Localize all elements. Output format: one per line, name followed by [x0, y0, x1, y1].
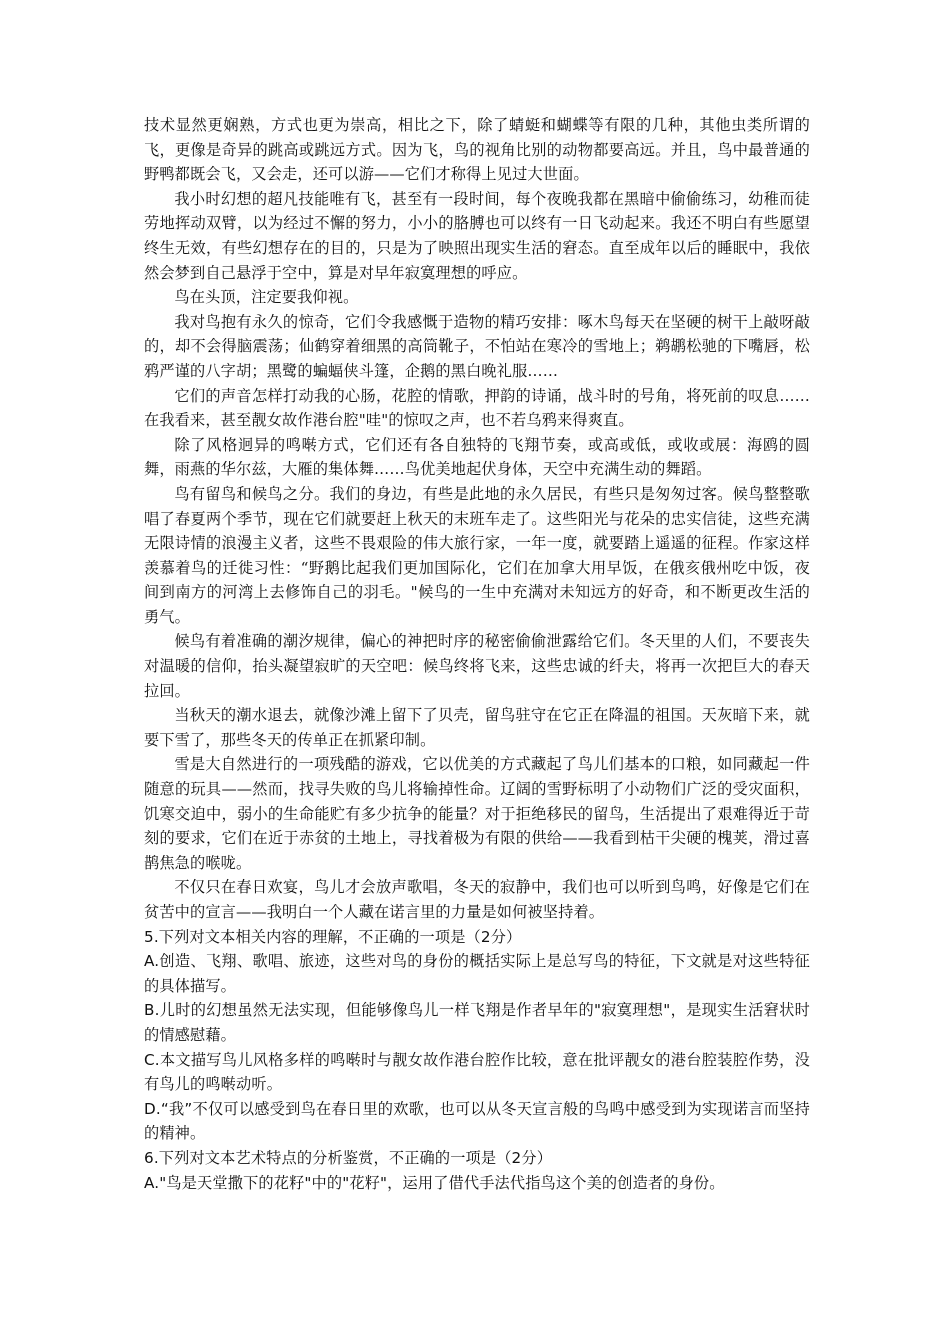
passage-paragraph: 它们的声音怎样打动我的心肠，花腔的情歌，押韵的诗诵，战斗时的号角，将死前的叹息……在我看来，甚至靓女故作港台腔"哇"的惊叹之声，也不若乌鸦来得爽直。: [144, 386, 810, 430]
document-page: [144, 113, 810, 1195]
answer-option: A."鸟是天堂撒下的花籽"中的"花籽"，运用了借代手法代指鸟这个美的创造者的身份。: [144, 1173, 725, 1192]
question-stem: 6.下列对文本艺术特点的分析鉴赏，不正确的一项是（2分）: [144, 1148, 553, 1167]
answer-option: C.本文描写鸟儿风格多样的鸣啭时与靓女故作港台腔作比较，意在批评靓女的港台腔装腔作势，没有鸟儿的鸣啭动听。: [144, 1050, 810, 1094]
passage-paragraph: 鸟在头顶，注定要我仰视。: [174, 288, 359, 307]
passage-paragraph: 我小时幻想的超凡技能唯有飞，甚至有一段时间，每个夜晚我都在黑暗中偷偷练习，幼稚而徒劳地挥动双臂，以为经过不懈的努力，小小的胳膊也可以终有一日飞动起来。我还不明白有些愿望终生无效，有些幻想存在的目的，只是为了映照出现实生活的窘态。直至成年以后的睡眠中，我依然会梦到自己悬浮于空中，算是对早年寂寞理想的呼应。: [144, 189, 810, 282]
passage-body: [144, 113, 810, 925]
answer-option: A.创造、飞翔、歌唱、旅迹，这些对鸟的身份的概括实际上是总写鸟的特征，下文就是对这些特征的具体描写。: [144, 952, 810, 995]
questions-section: [144, 925, 810, 1196]
question-stem: 5.下列对文本相关内容的理解，不正确的一项是（2分）: [144, 927, 522, 946]
passage-paragraph: 候鸟有着准确的潮汐规律，偏心的神把时序的秘密偷偷泄露给它们。冬天里的人们，不要丧失对温暖的信仰，抬头凝望寂旷的天空吧：候鸟终将飞来，这些忠诚的纤夫，将再一次把巨大的春天拉回。: [144, 632, 810, 700]
passage-paragraph: 雪是大自然进行的一项残酷的游戏，它以优美的方式藏起了鸟儿们基本的口粮，如同藏起一件随意的玩具——然而，找寻失败的鸟儿将输掉性命。辽阔的雪野标明了小动物们广泛的受灾面积，饥寒交迫中，弱小的生命能贮有多少抗争的能量？对于拒绝移民的留鸟，生活提出了艰难得近于苛刻的要求，它们在近于赤贫的土地上，寻找着极为有限的供给——我看到枯干尖硬的槐荚，滑过喜鹊焦急的喉咙。: [144, 755, 810, 872]
passage-paragraph: 我对鸟抱有永久的惊奇，它们令我感慨于造物的精巧安排：啄木鸟每天在坚硬的树干上敲呀敲的，却不会得脑震荡；仙鹤穿着细黑的高筒靴子，不怕站在寒冷的雪地上；鹈鹕松驰的下嘴唇，松鸦严谨的八字胡；黑鹭的蝙蝠侠斗篷，企鹅的黑白晚礼服……: [144, 312, 810, 380]
passage-paragraph: 除了风格迥异的鸣啭方式，它们还有各自独特的飞翔节奏，或高或低，或收或展：海鸥的圆舞，雨燕的华尔兹，大雁的集体舞……鸟优美地起伏身体，天空中充满生动的舞蹈。: [144, 435, 810, 479]
answer-option: B.儿时的幻想虽然无法实现，但能够像鸟儿一样飞翔是作者早年的"寂寞理想"，是现实生活窘状时的情感慰藉。: [144, 1001, 810, 1044]
passage-paragraph: 不仅只在春日欢宴，鸟儿才会放声歌唱，冬天的寂静中，我们也可以听到鸟鸣，好像是它们在贫苦中的宣言——我明白一个人藏在诺言里的力量是如何被坚持着。: [144, 878, 810, 921]
passage-paragraph: 当秋天的潮水退去，就像沙滩上留下了贝壳，留鸟驻守在它正在降温的祖国。天灰暗下来，就要下雪了，那些冬天的传单正在抓紧印制。: [144, 706, 810, 749]
passage-paragraph: 鸟有留鸟和候鸟之分。我们的身边，有些是此地的永久居民，有些只是匆匆过客。候鸟整整歌唱了春夏两个季节，现在它们就要赶上秋天的末班车走了。这些阳光与花朵的忠实信徒，这些充满无限诗情的浪漫主义者，这些不畏艰险的伟大旅行家，一年一度，就要踏上遥遥的征程。作家这样羡慕着鸟的迁徙习性：“野鹅比起我们更加国际化，它们在加拿大用早饭，在俄亥俄州吃中饭，夜间到南方的河湾上去修饰自己的羽毛。"候鸟的一生中充满对未知远方的好奇，和不断更改生活的勇气。: [144, 484, 810, 626]
answer-option: D.“我”不仅可以感受到鸟在春日里的欢歌，也可以从冬天宣言般的鸟鸣中感受到为实现诺言而坚持的精神。: [144, 1099, 810, 1143]
passage-paragraph: 技术显然更娴熟，方式也更为崇高，相比之下，除了蜻蜓和蝴蝶等有限的几种，其他虫类所谓的飞，更像是奇异的跳高或跳远方式。因为飞，鸟的视角比别的动物都要高远。并且，鸟中最普通的野鸭都既会飞，又会走，还可以游——它们才称得上见过大世面。: [144, 116, 810, 184]
